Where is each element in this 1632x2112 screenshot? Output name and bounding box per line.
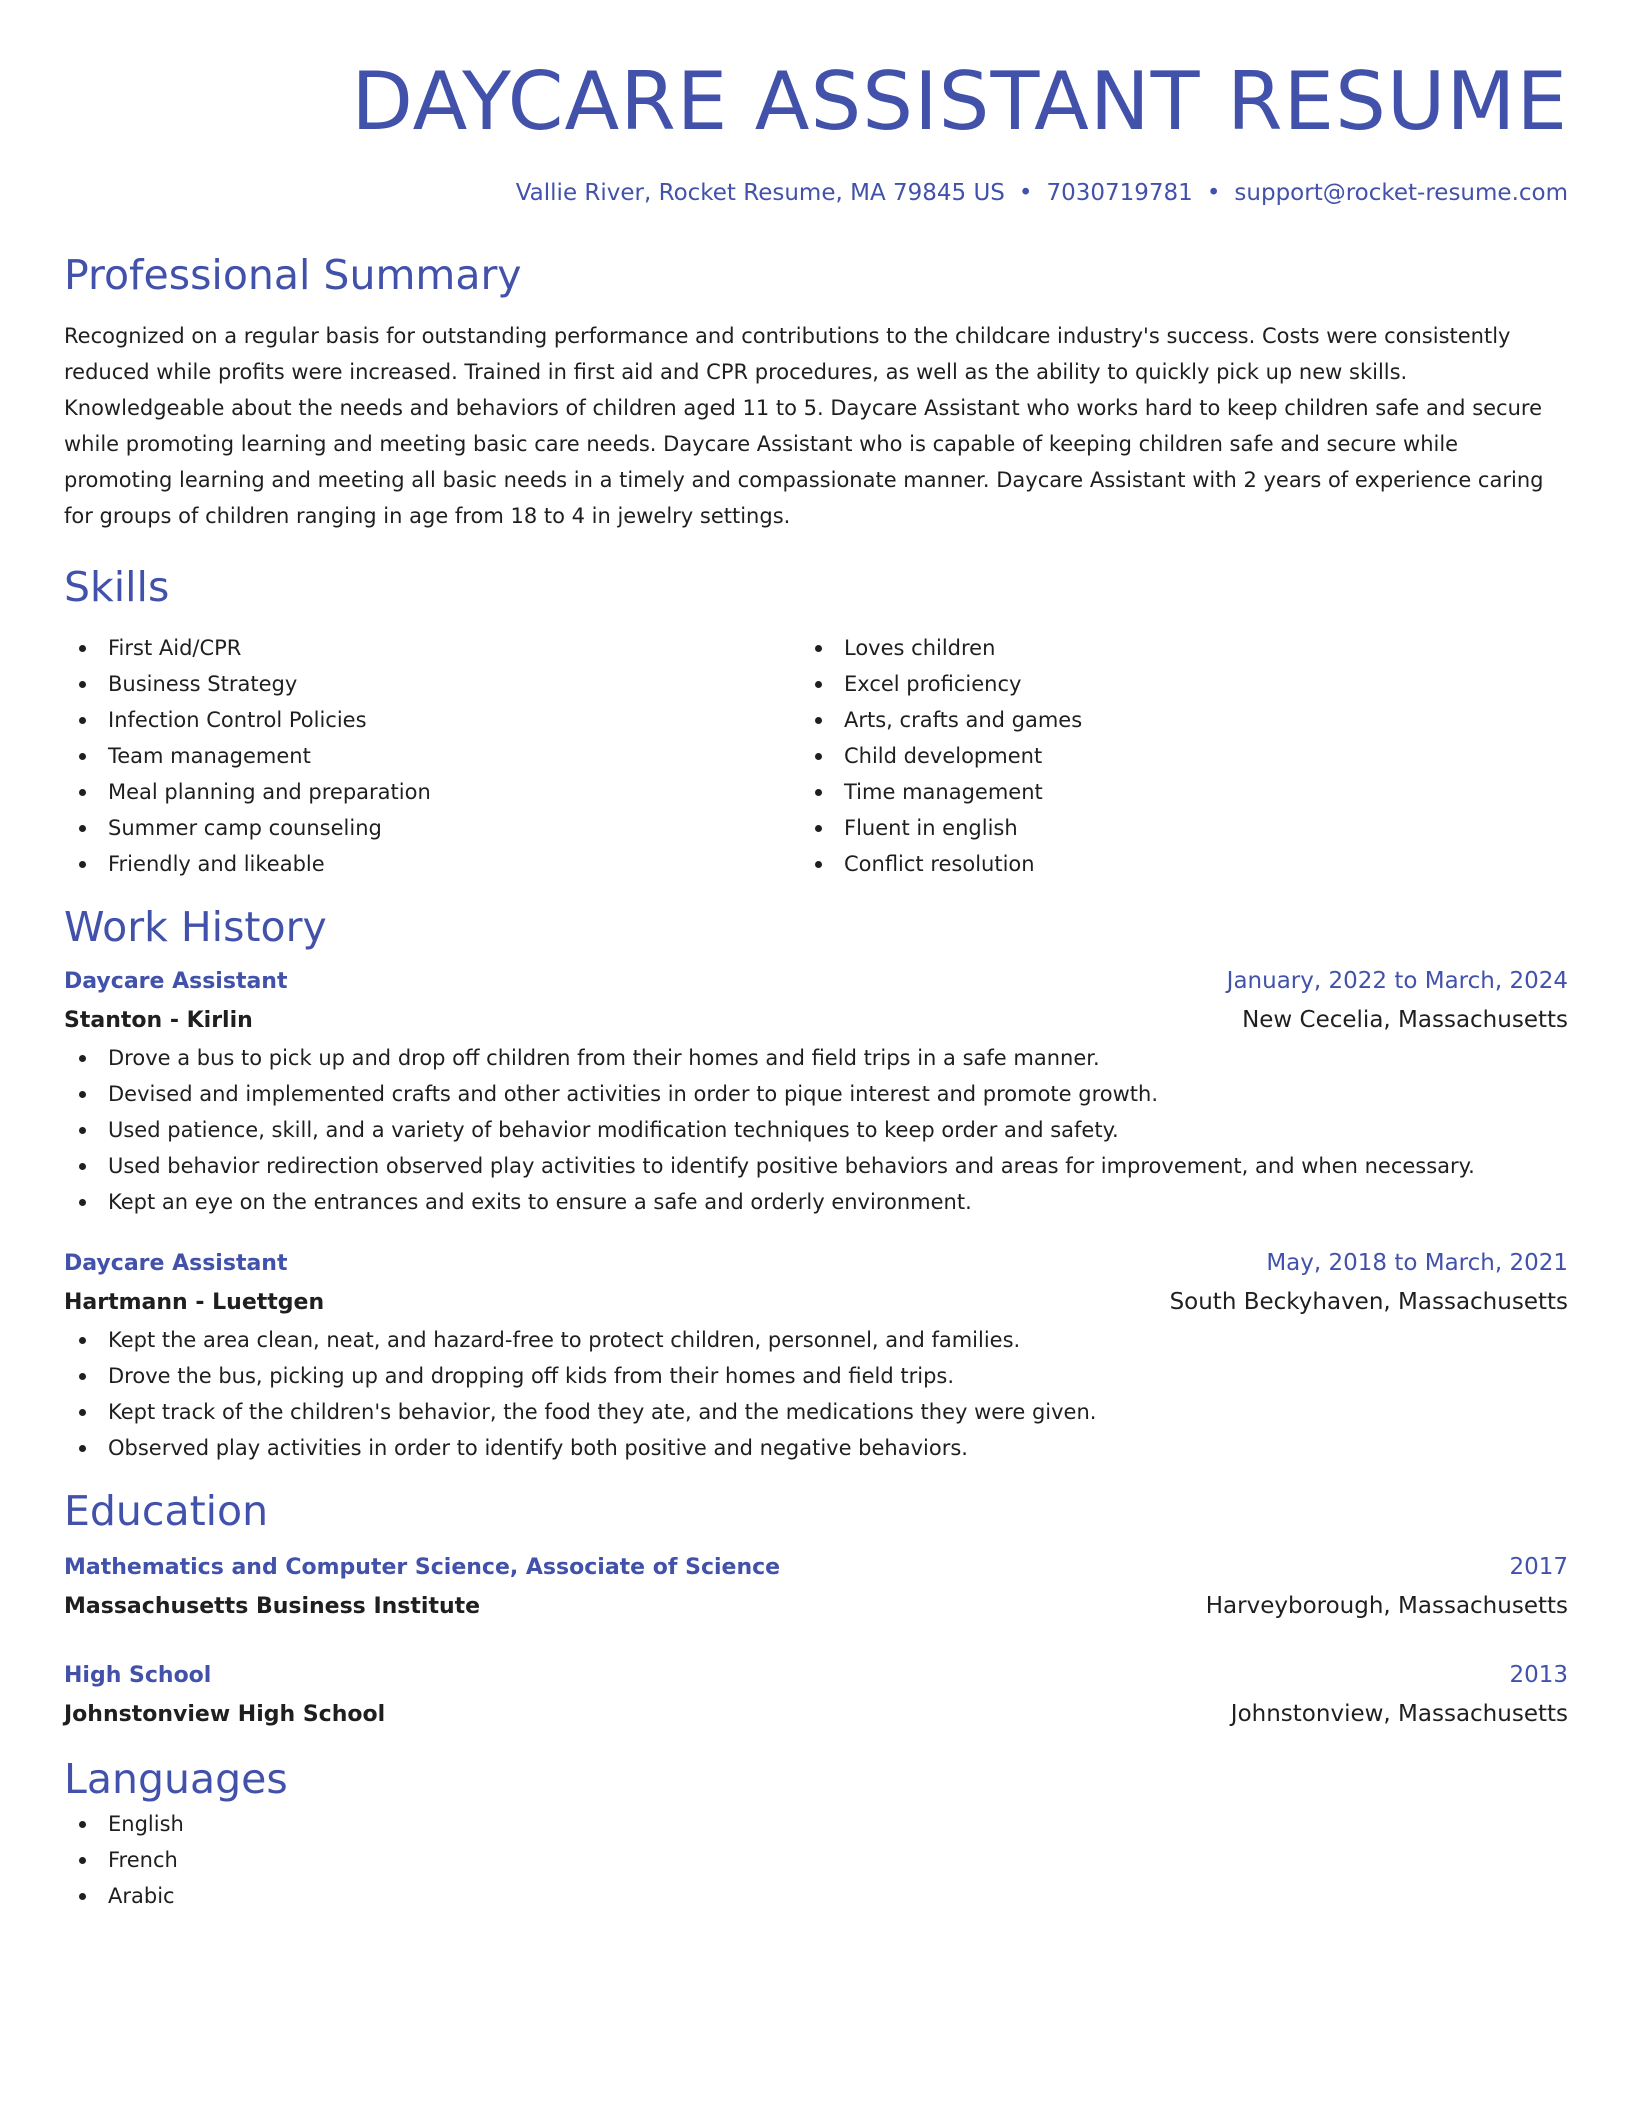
skills-column-left [64,630,800,882]
job-dates: January, 2022 to March, 2024 [1226,968,1568,994]
work-entry-header [64,1244,1568,1283]
education-entry-subheader [64,1587,1568,1626]
education-entry-header [64,1656,1568,1695]
job-duty: Drove a bus to pick up and drop off children from their homes and field trips in a safe manner. [64,1040,1568,1076]
contact-email: support@rocket-resume.com [1234,180,1568,206]
work-entry-subheader [64,1001,1568,1040]
contact-line [64,176,1568,210]
resume-title: DAYCARE ASSISTANT RESUME [351,55,1568,148]
skill-item: Business Strategy [64,666,800,702]
graduation-year: 2013 [1509,1662,1568,1688]
work-history-heading: Work History [64,903,327,951]
language-item: French [64,1842,1568,1878]
education-entry [64,1548,1568,1626]
skill-item: Loves children [800,630,1536,666]
skill-item: Excel proficiency [800,666,1536,702]
skill-item: Arts, crafts and games [800,702,1536,738]
job-duty: Kept an eye on the entrances and exits to ensure a safe and orderly environment. [64,1184,1568,1220]
job-duty: Devised and implemented crafts and other activities in order to pique interest and promote growth. [64,1076,1568,1112]
skill-item: Infection Control Policies [64,702,800,738]
job-title: Daycare Assistant [64,969,288,994]
school-name: Johnstonview High School [64,1702,386,1727]
school-location: Harveyborough, Massachusetts [1205,1593,1568,1619]
language-item: Arabic [64,1878,1568,1914]
education-entry [64,1656,1568,1734]
summary-heading: Professional Summary [64,251,522,299]
job-duty: Drove the bus, picking up and dropping off kids from their homes and field trips. [64,1358,1568,1394]
job-duty: Used patience, skill, and a variety of behavior modification techniques to keep order and safety. [64,1112,1568,1148]
job-company: Stanton - Kirlin [64,1008,253,1033]
education-entry-subheader [64,1695,1568,1734]
work-entry [64,962,1568,1220]
languages-heading: Languages [64,1755,288,1803]
job-duty: Kept the area clean, neat, and hazard-free to protect children, personnel, and families. [64,1322,1568,1358]
job-location: New Cecelia, Massachusetts [1242,1007,1568,1033]
work-entry [64,1244,1568,1466]
work-entry-header [64,962,1568,1001]
education-heading: Education [64,1487,269,1535]
skill-item: Team management [64,738,800,774]
skill-item: Meal planning and preparation [64,774,800,810]
job-duties [64,1322,1568,1466]
work-entry-subheader [64,1283,1568,1322]
job-duty: Kept track of the children's behavior, the food they ate, and the medications they were given. [64,1394,1568,1430]
skill-item: Time management [800,774,1536,810]
job-dates: May, 2018 to March, 2021 [1266,1250,1568,1276]
languages-list [64,1806,1568,1914]
skill-item: Conflict resolution [800,846,1536,882]
job-location: South Beckyhaven, Massachusetts [1169,1289,1568,1315]
job-duties [64,1040,1568,1220]
school-location: Johnstonview, Massachusetts [1230,1701,1568,1727]
job-company: Hartmann - Luettgen [64,1290,325,1315]
skill-item: Child development [800,738,1536,774]
skills-column-right [800,630,1536,882]
skill-item: Friendly and likeable [64,846,800,882]
skill-item: Fluent in english [800,810,1536,846]
job-title: Daycare Assistant [64,1251,288,1276]
skills-heading: Skills [64,563,170,611]
school-name: Massachusetts Business Institute [64,1594,481,1619]
skills-list [64,630,1568,882]
summary-text: Recognized on a regular basis for outstanding performance and contributions to the childcare industry's success. Costs were consistently reduced while profits were increased. Trained in first aid and CPR procedures, as well as the ability to quickly pick up new skills. Knowledgeable about the needs and behaviors of children aged 11 to 5. Daycare Assistant who works hard to keep children safe and secure while promoting learning and meeting basic care needs. Daycare Assistant who is capable of keeping children safe and secure while promoting learning and meeting all basic needs in a timely and compassionate manner. Daycare Assistant with 2 years of experience caring for groups of children ranging in age from 18 to 4 in jewelry settings. [64,324,1544,528]
job-duty: Used behavior redirection observed play activities to identify positive behaviors and areas for improvement, and when necessary. [64,1148,1568,1184]
language-item: English [64,1806,1568,1842]
degree: Mathematics and Computer Science, Associate of Science [64,1555,781,1580]
degree: High School [64,1663,212,1688]
contact-separator: • [1018,180,1033,206]
skill-item: Summer camp counseling [64,810,800,846]
contact-phone: 7030719781 [1046,180,1193,206]
education-entry-header [64,1548,1568,1587]
skill-item: First Aid/CPR [64,630,800,666]
contact-address: Vallie River, Rocket Resume, MA 79845 US [515,180,1005,206]
job-duty: Observed play activities in order to identify both positive and negative behaviors. [64,1430,1568,1466]
contact-separator: • [1206,180,1221,206]
graduation-year: 2017 [1509,1554,1568,1580]
